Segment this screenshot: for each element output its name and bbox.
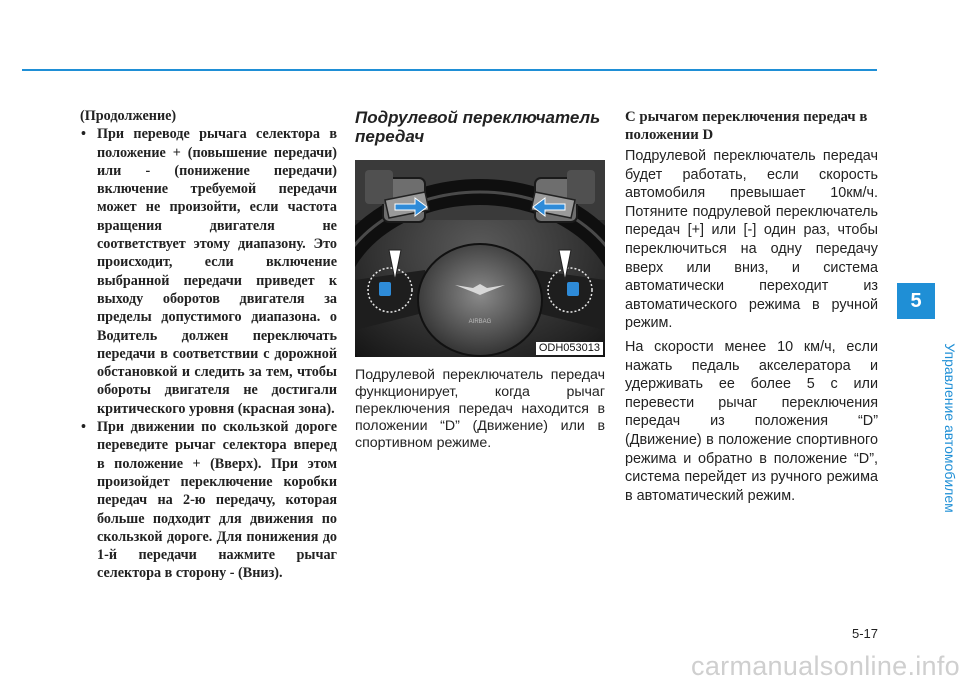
paddle-description: Подрулевой переключатель передач функционирует, когда рычаг переключения передач находится в положении “D” (Движение) или в спортивном режиме. [355,367,605,451]
right-column [625,108,878,505]
page-number: 5-17 [851,626,878,641]
header-rule [22,69,877,71]
paddle-shifter-figure [355,160,605,357]
bullet-text: При переводе рычага селектора в положение + (повышение передачи) или - (понижение передачи) включение требуемой передачи может не произойти, если частота вращения двигателя не соответствует этому диапазону. Это происходит, если включение выбранной передачи приведет к выходу оборотов двигателя за пределы допустимого диапазона. о Водитель должен переключать передачи в соответствии с дорожной обстановкой и следить за тем, чтобы обороты двигателя не достигали критического уровня (красная зона). [97,126,337,417]
airbag-hub [418,244,542,356]
bullet-text: При движении по скользкой дороге переведите рычаг селектора вперед в положение + (Вверх). При этом произойдет переключение коробки передач на 2-ю передачу, которая больше подходит для движения по скользкой дороге. Для понижения до 1-й передачи нажмите рычаг селектора в сторону - (Вниз). [97,419,337,582]
subsection-title: С рычагом переключения передач в положении D [625,109,868,143]
bullet-mark: • [81,126,86,143]
bullet-item [80,125,337,418]
watermark: carmanualsonline.info [691,651,960,681]
section-title: Подрулевой переключатель передач [355,108,601,146]
paragraph: На скорости менее 10 км/ч, если нажать педаль акселератора и удерживать ее более 5 с или перевести рычаг переключения передач из положения “D” (Движение) в положение спортивного режима и обратно в положение “D”, система перейдет из ручного режима в автоматический режим. [625,338,878,504]
bullet-list [80,125,337,582]
bullet-item [80,418,337,583]
paragraph: Подрулевой переключатель передач будет работать, если скорость автомобиля превышает 10км/ч. Потяните подрулевой переключатель передач [+] или [-] один раз, чтобы переключиться на одну передачу вверх или вниз, и система автоматически переходит из автоматического режима в ручной режим. [625,148,878,332]
figure-code: ODH053013 [536,342,603,355]
steering-wheel-illustration [355,160,605,357]
middle-column [355,108,605,452]
chapter-title: Управление автомобилем [942,343,958,513]
airbag-label: AIRBAG [468,319,492,325]
left-column [80,107,337,583]
bullet-mark: • [81,419,86,436]
continued-label: (Продолжение) [80,108,177,124]
chapter-number-tab: 5 [897,283,935,319]
